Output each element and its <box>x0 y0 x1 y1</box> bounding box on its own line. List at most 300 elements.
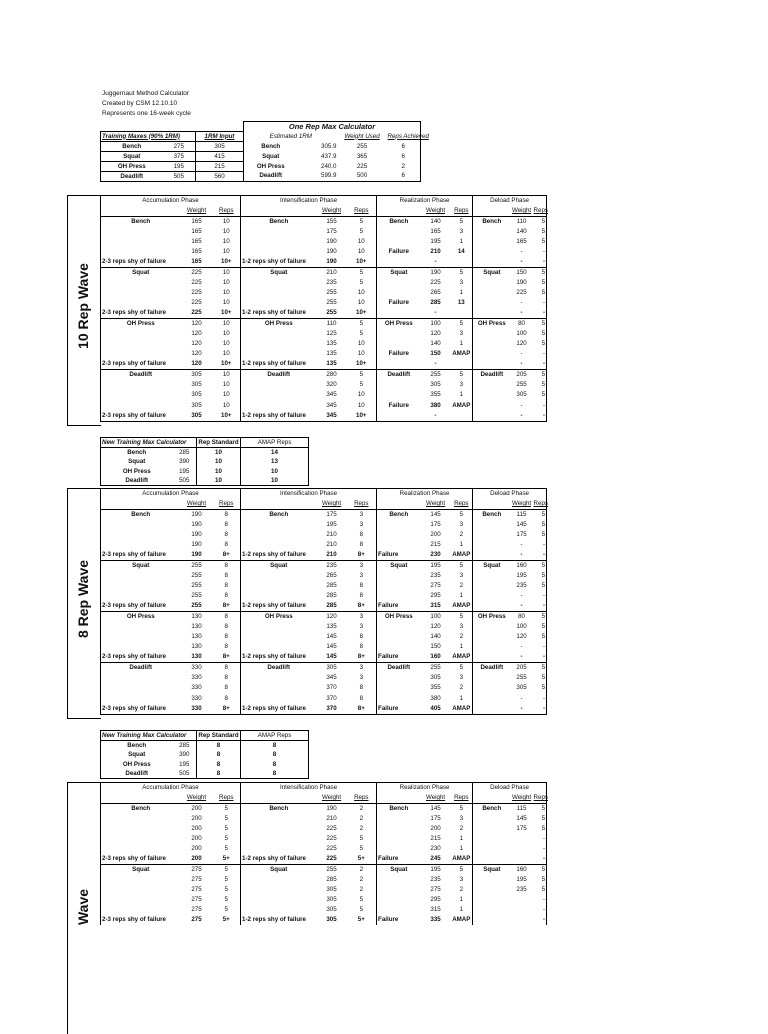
reps-column-header: Reps <box>347 206 377 217</box>
reps-value: 2 <box>347 804 377 815</box>
reps-value: 5 <box>533 268 547 279</box>
row-label: Bench <box>101 510 181 521</box>
rep-standard-value: 10 <box>197 457 241 467</box>
row-label <box>377 642 421 652</box>
weight-value: 275 <box>430 886 441 894</box>
reps-value: 8+ <box>213 652 241 663</box>
reps-value: 5 <box>451 561 473 572</box>
weight-value: 345 <box>326 401 337 409</box>
row-label <box>101 581 181 591</box>
reps-value: 10+ <box>213 257 241 268</box>
reps-value: 5 <box>347 319 377 330</box>
reps-value: 5 <box>533 581 547 591</box>
weight-value: 335 <box>430 916 441 924</box>
weight-value: 285 <box>326 602 337 610</box>
weight-value: 370 <box>326 694 337 702</box>
reps-value: 10 <box>213 349 241 359</box>
weight-value: 255 <box>516 674 527 682</box>
reps-value: 10 <box>347 401 377 411</box>
blank-cell <box>377 206 421 217</box>
row-label <box>473 601 511 612</box>
weight-value: - <box>511 704 533 715</box>
weight-value: 305 <box>181 370 213 381</box>
reps-value: 8+ <box>347 601 377 612</box>
weight-value: 210 <box>326 531 337 539</box>
row-label <box>241 540 317 550</box>
reps-value: 5 <box>213 875 241 885</box>
orm-title: One Rep Max Calculator <box>244 122 421 132</box>
row-label: Squat <box>241 561 317 572</box>
row-label: 2-3 reps shy of failure <box>101 854 181 865</box>
row-label <box>377 814 421 824</box>
row-label: Bench <box>377 804 421 815</box>
reps-value <box>451 411 473 422</box>
training-max-value: 195 <box>163 161 196 171</box>
reps-value: 3 <box>347 561 377 572</box>
weight-value: 145 <box>326 633 337 641</box>
weight-value: 295 <box>430 592 441 600</box>
blank-cell <box>473 206 511 217</box>
reps-achieved-value: 6 <box>387 171 421 181</box>
author-line: Created by CSM 12.10.10 <box>102 100 178 107</box>
reps-value: AMAP <box>451 349 473 359</box>
weight-value: 175 <box>430 521 441 529</box>
wave-table <box>100 782 547 925</box>
weight-value: 195 <box>326 521 337 529</box>
reps-value: 5 <box>533 571 547 581</box>
reps-value: 3 <box>451 520 473 530</box>
row-label <box>473 540 511 550</box>
weight-value: 145 <box>421 804 451 815</box>
weight-value: 210 <box>326 815 337 823</box>
reps-value: 3 <box>451 380 473 390</box>
row-label <box>101 694 181 704</box>
reps-value: AMAP <box>451 601 473 612</box>
weight-value: 200 <box>181 804 213 815</box>
row-label: OH Press <box>241 612 317 623</box>
row-label <box>377 278 421 288</box>
reps-achieved-value: 6 <box>387 141 421 151</box>
training-max-value: 275 <box>163 141 196 151</box>
amap-reps-value: 10 <box>241 476 309 486</box>
reps-value: 2 <box>451 683 473 693</box>
lift-name: Bench <box>101 741 173 751</box>
reps-column-header: Reps <box>347 499 377 510</box>
row-label: Squat <box>377 865 421 876</box>
row-label <box>377 390 421 400</box>
weight-value: 225 <box>191 299 202 307</box>
ntm-title: New Training Max Calculator <box>101 731 197 741</box>
row-label: Failure <box>377 550 421 561</box>
reps-value: 3 <box>451 622 473 632</box>
reps-value: 10 <box>347 237 377 247</box>
weight-column-header: Weight <box>511 207 532 214</box>
row-label <box>101 814 181 824</box>
row-label <box>473 411 511 422</box>
estimated-1rm-value: 305.9 <box>321 142 337 150</box>
weight-value: 305 <box>191 391 202 399</box>
phase-header: Intensification Phase <box>241 196 377 207</box>
weight-value: 145 <box>516 815 527 823</box>
reps-value: 8 <box>213 663 241 674</box>
weight-value: 100 <box>516 330 527 338</box>
amap-reps-value: 8 <box>241 760 309 770</box>
reps-value: 5 <box>347 370 377 381</box>
blank-cell <box>377 793 421 804</box>
row-label: OH Press <box>241 319 317 330</box>
reps-value: 5 <box>451 612 473 623</box>
row-label: 2-3 reps shy of failure <box>101 359 181 370</box>
reps-value: - <box>533 359 547 370</box>
row-label <box>101 824 181 834</box>
reps-value: 1 <box>451 540 473 550</box>
row-label: Deadlift <box>241 370 317 381</box>
row-label <box>377 895 421 905</box>
weight-value: 210 <box>326 551 337 559</box>
row-label <box>241 227 317 237</box>
row-label <box>241 520 317 530</box>
row-label <box>473 308 511 319</box>
weight-value: 235 <box>326 279 337 287</box>
weight-value: 330 <box>191 684 202 692</box>
row-label <box>241 349 317 359</box>
reps-column-header: Reps <box>347 793 377 804</box>
weight-value: 280 <box>317 370 347 381</box>
reps-value: 5 <box>347 895 377 905</box>
weight-value: 345 <box>317 411 347 422</box>
weight-value: 125 <box>326 330 337 338</box>
row-label: Bench <box>241 510 317 521</box>
row-label <box>101 390 181 400</box>
row-label <box>101 875 181 885</box>
row-label <box>473 380 511 390</box>
weight-value: 190 <box>191 521 202 529</box>
reps-value: - <box>533 895 547 905</box>
reps-value: 5 <box>213 834 241 844</box>
lift-name: Deadlift <box>101 769 173 779</box>
row-label <box>241 885 317 895</box>
weight-value: 175 <box>317 510 347 521</box>
reps-value: 10 <box>213 247 241 257</box>
row-label <box>473 339 511 349</box>
row-label <box>241 683 317 693</box>
weight-value: 320 <box>326 381 337 389</box>
reps-value: 5+ <box>213 854 241 865</box>
estimated-1rm-value: 240.0 <box>321 162 337 170</box>
row-label <box>473 673 511 683</box>
row-label <box>473 622 511 632</box>
row-label <box>241 622 317 632</box>
reps-value: 8 <box>347 642 377 652</box>
weight-value: 295 <box>430 896 441 904</box>
weight-value: 190 <box>326 258 337 266</box>
row-label <box>473 571 511 581</box>
reps-value: 8+ <box>213 704 241 715</box>
rep-standard-value: 8 <box>197 769 241 779</box>
weight-column-header: Weight <box>321 207 342 214</box>
reps-value: 5 <box>213 824 241 834</box>
lift-name: Deadlift <box>101 171 163 181</box>
reps-value: 5 <box>451 865 473 876</box>
reps-value: 8 <box>213 540 241 550</box>
row-label <box>473 247 511 257</box>
row-label <box>241 530 317 540</box>
weight-value: 160 <box>430 653 441 661</box>
weight-value: 225 <box>191 309 202 317</box>
weight-value: 120 <box>181 319 213 330</box>
row-label <box>377 834 421 844</box>
reps-value: 5 <box>533 237 547 247</box>
row-label <box>377 824 421 834</box>
row-label <box>101 237 181 247</box>
reps-value: 5 <box>213 865 241 876</box>
row-label <box>101 683 181 693</box>
row-label <box>101 288 181 298</box>
lift-name: Bench <box>101 141 163 151</box>
training-max-header: Training Maxes (90% 1RM) <box>101 131 196 141</box>
weight-value: 120 <box>430 330 441 338</box>
row-label <box>241 694 317 704</box>
reps-value: 3 <box>347 510 377 521</box>
new-training-max-value: 390 <box>179 751 190 759</box>
reps-value: 10 <box>347 288 377 298</box>
weight-value: 225 <box>191 279 202 287</box>
weight-value: 100 <box>516 623 527 631</box>
weight-value: 120 <box>516 633 527 641</box>
row-label <box>241 895 317 905</box>
reps-value: 14 <box>451 247 473 257</box>
row-label: Squat <box>101 561 181 572</box>
blank-cell <box>163 122 196 132</box>
weight-value: 305 <box>191 381 202 389</box>
weight-value: 225 <box>181 268 213 279</box>
row-label: Bench <box>377 510 421 521</box>
row-label <box>377 905 421 915</box>
reps-value: 10 <box>213 390 241 400</box>
row-label: 2-3 reps shy of failure <box>101 915 181 925</box>
reps-value: 5 <box>533 632 547 642</box>
row-label <box>377 237 421 247</box>
weight-value: 160 <box>511 865 533 876</box>
row-label <box>241 288 317 298</box>
weight-value: 215 <box>430 541 441 549</box>
weight-value <box>511 854 533 865</box>
row-label: 2-3 reps shy of failure <box>101 652 181 663</box>
blank-cell <box>377 499 421 510</box>
weight-value: 230 <box>430 845 441 853</box>
reps-value: 5 <box>533 319 547 330</box>
row-label: 1-2 reps shy of failure <box>241 411 317 422</box>
row-label <box>241 844 317 854</box>
row-label <box>473 683 511 693</box>
weight-value: 115 <box>511 510 533 521</box>
rep-standard-value: 10 <box>197 476 241 486</box>
weight-value: 190 <box>516 279 527 287</box>
reps-value: 8 <box>347 530 377 540</box>
row-label <box>101 591 181 601</box>
weight-value: - <box>520 592 523 600</box>
reps-value: - <box>533 349 547 359</box>
row-label: Squat <box>377 268 421 279</box>
row-label: Squat <box>101 268 181 279</box>
phase-header: Accumulation Phase <box>101 196 241 207</box>
weight-value: 255 <box>191 572 202 580</box>
row-label <box>473 390 511 400</box>
weight-value: 165 <box>191 248 202 256</box>
row-label: 2-3 reps shy of failure <box>101 704 181 715</box>
weight-value: 135 <box>326 360 337 368</box>
row-label: Squat <box>473 561 511 572</box>
weight-value: 160 <box>511 561 533 572</box>
weight-value: 195 <box>430 238 441 246</box>
weight-value: 380 <box>430 401 441 409</box>
reps-value: 3 <box>451 673 473 683</box>
reps-value: 1 <box>451 339 473 349</box>
weight-value: 215 <box>430 835 441 843</box>
reps-value: 1 <box>451 642 473 652</box>
weight-value: - <box>520 551 523 559</box>
phase-header: Deload Phase <box>473 783 547 794</box>
reps-value: 2 <box>347 865 377 876</box>
row-label: Bench <box>101 217 181 228</box>
row-label <box>473 905 511 915</box>
row-label <box>473 895 511 905</box>
weight-value: - <box>511 411 533 422</box>
reps-value: - <box>533 308 547 319</box>
reps-value: 3 <box>347 622 377 632</box>
weight-value: 405 <box>421 704 451 715</box>
reps-value: 10 <box>213 227 241 237</box>
reps-value: 8 <box>213 632 241 642</box>
weight-value: 140 <box>516 228 527 236</box>
reps-value: - <box>533 652 547 663</box>
weight-value: 175 <box>326 228 337 236</box>
weight-value: 225 <box>516 289 527 297</box>
phase-header: Deload Phase <box>473 196 547 207</box>
reps-value: 5 <box>533 824 547 834</box>
weight-value: - <box>434 258 437 266</box>
weight-value: 315 <box>430 906 441 914</box>
row-label: Failure <box>377 601 421 612</box>
row-label <box>101 540 181 550</box>
row-label: Deadlift <box>377 663 421 674</box>
weight-value <box>511 915 533 925</box>
reps-value: 3 <box>451 571 473 581</box>
weight-used-value: 365 <box>356 152 368 160</box>
reps-value: 10 <box>347 390 377 400</box>
reps-value: 2 <box>451 581 473 591</box>
weight-value: 200 <box>430 531 441 539</box>
row-label: Squat <box>473 268 511 279</box>
weight-value: 165 <box>181 217 213 228</box>
reps-value: 2 <box>347 885 377 895</box>
row-label <box>101 673 181 683</box>
row-label: OH Press <box>101 612 181 623</box>
reps-value: 10 <box>213 370 241 381</box>
row-label <box>101 885 181 895</box>
weight-value: 380 <box>430 694 441 702</box>
reps-value: 5 <box>347 905 377 915</box>
row-label <box>473 257 511 268</box>
row-label: 1-2 reps shy of failure <box>241 308 317 319</box>
blank-cell <box>101 122 163 132</box>
weight-value: - <box>520 350 523 358</box>
weight-value: 100 <box>421 319 451 330</box>
reps-value: 10+ <box>347 308 377 319</box>
weight-value: 190 <box>191 531 202 539</box>
weight-value: 100 <box>421 612 451 623</box>
reps-value: AMAP <box>451 550 473 561</box>
weight-value: 195 <box>516 572 527 580</box>
blank-cell <box>101 206 181 217</box>
row-label <box>101 895 181 905</box>
row-label <box>241 401 317 411</box>
row-label <box>377 875 421 885</box>
row-label <box>377 694 421 704</box>
row-label <box>241 673 317 683</box>
weight-value: 190 <box>317 804 347 815</box>
row-label: Failure <box>377 652 421 663</box>
reps-value: 5 <box>451 663 473 674</box>
reps-achieved-value: 6 <box>387 151 421 161</box>
wave-table <box>100 488 547 715</box>
blank-cell <box>241 499 317 510</box>
reps-value: 5 <box>533 683 547 693</box>
row-label: OH Press <box>377 612 421 623</box>
weight-value: 115 <box>511 804 533 815</box>
row-label: OH Press <box>473 612 511 623</box>
weight-value: 150 <box>430 350 441 358</box>
row-label <box>241 824 317 834</box>
reps-value: 5+ <box>347 854 377 865</box>
reps-value: 10 <box>213 217 241 228</box>
reps-value: 2 <box>451 885 473 895</box>
row-label: 1-2 reps shy of failure <box>241 652 317 663</box>
lift-name: Squat <box>101 151 163 161</box>
new-training-max-value: 505 <box>173 769 197 779</box>
row-label: Bench <box>241 217 317 228</box>
reps-value: 5 <box>347 278 377 288</box>
reps-value: 1 <box>451 905 473 915</box>
row-label: Bench <box>241 804 317 815</box>
weight-value: 200 <box>191 835 202 843</box>
reps-value: 10 <box>213 380 241 390</box>
training-max-value: 505 <box>163 171 196 181</box>
weight-value: 235 <box>430 572 441 580</box>
weight-value: - <box>520 694 523 702</box>
weight-value: 200 <box>191 815 202 823</box>
row-label <box>241 329 317 339</box>
blank-cell <box>241 206 317 217</box>
row-label: 2-3 reps shy of failure <box>101 308 181 319</box>
weight-value: 210 <box>317 268 347 279</box>
row-label <box>473 359 511 370</box>
row-label <box>473 550 511 561</box>
weight-value: 305 <box>430 674 441 682</box>
blank-cell <box>101 499 181 510</box>
weight-value: 130 <box>191 643 202 651</box>
reps-value: 5 <box>213 895 241 905</box>
weight-value: 110 <box>511 217 533 228</box>
reps-value: 10 <box>213 298 241 308</box>
weight-value: 130 <box>191 623 202 631</box>
row-label: Deadlift <box>101 663 181 674</box>
reps-column-header: Reps <box>451 206 473 217</box>
weight-value: - <box>421 411 451 422</box>
row-label: 1-2 reps shy of failure <box>241 915 317 925</box>
weight-value: 265 <box>326 572 337 580</box>
reps-value: 5 <box>533 288 547 298</box>
